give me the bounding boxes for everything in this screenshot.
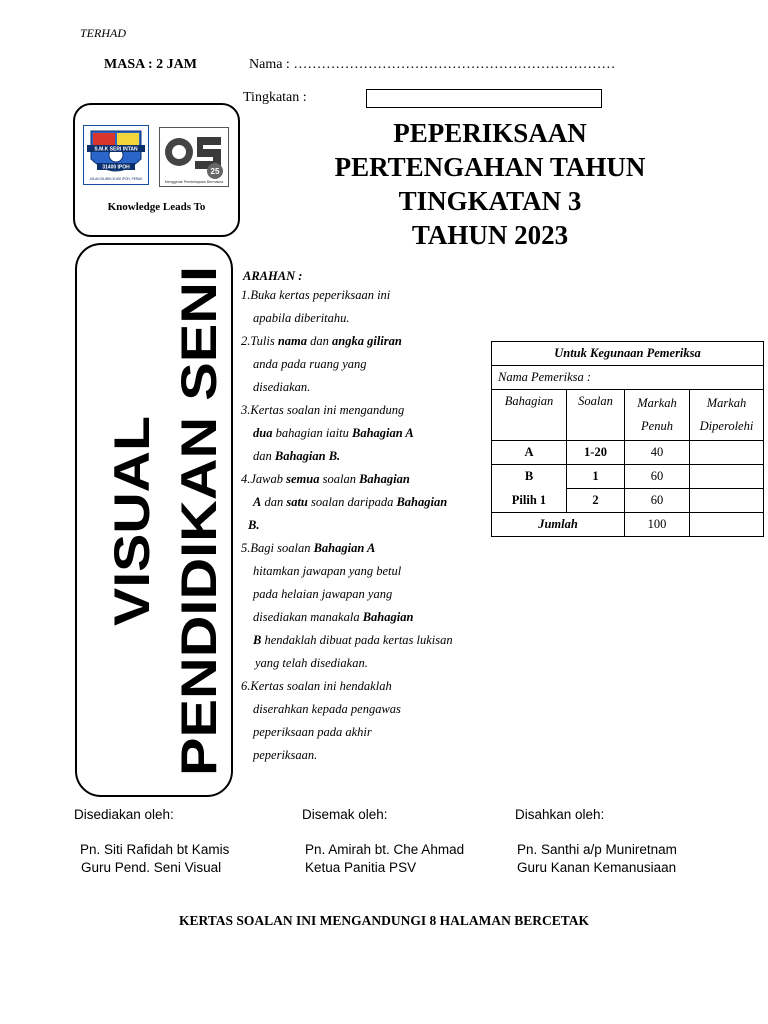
school-motto: Knowledge Leads To [107, 201, 206, 213]
instruction-line: B. [248, 518, 260, 532]
svg-text:S.M.K SERI INTAN: S.M.K SERI INTAN [94, 146, 138, 153]
examiner-table [491, 341, 764, 537]
question-cell: 1-20 [567, 441, 625, 465]
instructions-heading: ARAHAN : [243, 269, 303, 283]
section-cell: A [492, 441, 567, 465]
question-cell: 1 [567, 465, 625, 489]
school-crest-icon [83, 125, 149, 185]
checked-by-name: Pn. Amirah bt. Che Ahmad [305, 842, 465, 857]
title-line-3: TINGKATAN 3 [398, 186, 582, 216]
instruction-line: pada helaian jawapan yang [253, 587, 393, 601]
subject-line-2: VISUAL [104, 442, 160, 626]
subject-panel [75, 243, 233, 797]
title-line-1: PEPERIKSAAN [393, 118, 587, 148]
instruction-line: 2.Tulis nama dan angka giliran [241, 334, 402, 348]
prepared-by-label: Disediakan oleh: [74, 807, 174, 822]
form-input-box[interactable] [366, 89, 602, 108]
obtained-marks-cell[interactable] [690, 489, 764, 513]
approved-by-name: Pn. Santhi a/p Muniretnam [517, 842, 677, 857]
svg-text:31400 IPOH: 31400 IPOH [102, 164, 130, 171]
exam-title [300, 116, 680, 252]
instruction-line: dua bahagian iaitu Bahagian A [253, 426, 414, 440]
classification-label: TERHAD [80, 26, 126, 40]
obtained-marks-cell[interactable] [690, 465, 764, 489]
checked-by-label: Disemak oleh: [302, 807, 388, 822]
examiner-table-title: Untuk Kegunaan Pemeriksa [492, 342, 764, 366]
prepared-by-name: Pn. Siti Rafidah bt Kamis [80, 842, 230, 857]
svg-text:25: 25 [210, 167, 220, 176]
svg-text:JALAN SILIBIN 31400 IPOH, PERA: JALAN SILIBIN 31400 IPOH, PERAK [89, 177, 143, 181]
instruction-line: disediakan manakala Bahagian [253, 610, 414, 624]
form-field-label: Tingkatan : [243, 90, 307, 105]
instruction-line: 3.Kertas soalan ini mengandung [241, 403, 405, 417]
instruction-line: peperiksaan. [253, 748, 318, 762]
section-cell: B [492, 465, 567, 489]
instruction-line: dan Bahagian B. [253, 449, 341, 463]
instruction-line: peperiksaan pada akhir [253, 725, 372, 739]
duration-label: MASA : 2 JAM [104, 57, 197, 72]
svg-text:Menggerak Pembelajaran Bermakn: Menggerak Pembelajaran Bermakna [164, 180, 224, 184]
full-marks-cell: 60 [625, 465, 690, 489]
name-field-label: Nama : …………………………………………………………… [249, 57, 616, 72]
approved-by-role: Guru Kanan Kemanusiaan [517, 860, 677, 875]
col-header-section: Bahagian [492, 390, 567, 441]
title-line-2: PERTENGAHAN TAHUN [334, 152, 646, 182]
col-header-full-marks: Markah Penuh [625, 390, 690, 441]
instruction-line: 5.Bagi soalan Bahagian A [241, 541, 376, 555]
instruction-line: disediakan. [253, 380, 311, 394]
instruction-line: hitamkan jawapan yang betul [253, 564, 402, 578]
col-header-obtained-marks: Markah Diperolehi [690, 390, 764, 441]
partner-logo-icon [159, 127, 229, 187]
title-line-4: TAHUN 2023 [411, 220, 569, 250]
total-obtained-cell[interactable] [690, 513, 764, 537]
question-cell: 2 [567, 489, 625, 513]
subject-name [77, 245, 231, 795]
instruction-line: anda pada ruang yang [253, 357, 367, 371]
subject-line-1: PENDIDIKAN SENI [171, 334, 227, 776]
school-logo-panel [73, 103, 240, 237]
instruction-line: yang telah disediakan. [255, 656, 368, 670]
examiner-name-field[interactable]: Nama Pemeriksa : [492, 366, 764, 390]
obtained-marks-cell[interactable] [690, 441, 764, 465]
full-marks-cell: 40 [625, 441, 690, 465]
instruction-line: diserahkan kepada pengawas [253, 702, 401, 716]
instruction-line: B hendaklah dibuat pada kertas lukisan [253, 633, 453, 647]
instruction-line: A dan satu soalan daripada Bahagian [253, 495, 448, 509]
prepared-by-role: Guru Pend. Seni Visual [81, 860, 222, 875]
approved-by-label: Disahkan oleh: [515, 807, 605, 822]
full-marks-cell: 60 [625, 489, 690, 513]
instruction-line: 6.Kertas soalan ini hendaklah [241, 679, 392, 693]
instruction-line: 1.Buka kertas peperiksaan ini [241, 288, 391, 302]
instruction-line: 4.Jawab semua soalan Bahagian [241, 472, 410, 486]
total-label: Jumlah [492, 513, 625, 537]
total-marks-cell: 100 [625, 513, 690, 537]
instruction-line: apabila diberitahu. [253, 311, 350, 325]
section-cell: Pilih 1 [492, 489, 567, 513]
checked-by-role: Ketua Panitia PSV [305, 860, 417, 875]
page-count-note: KERTAS SOALAN INI MENGANDUNGI 8 HALAMAN BERCETAK [178, 913, 590, 928]
col-header-question: Soalan [567, 390, 625, 441]
instructions-block [243, 268, 493, 767]
